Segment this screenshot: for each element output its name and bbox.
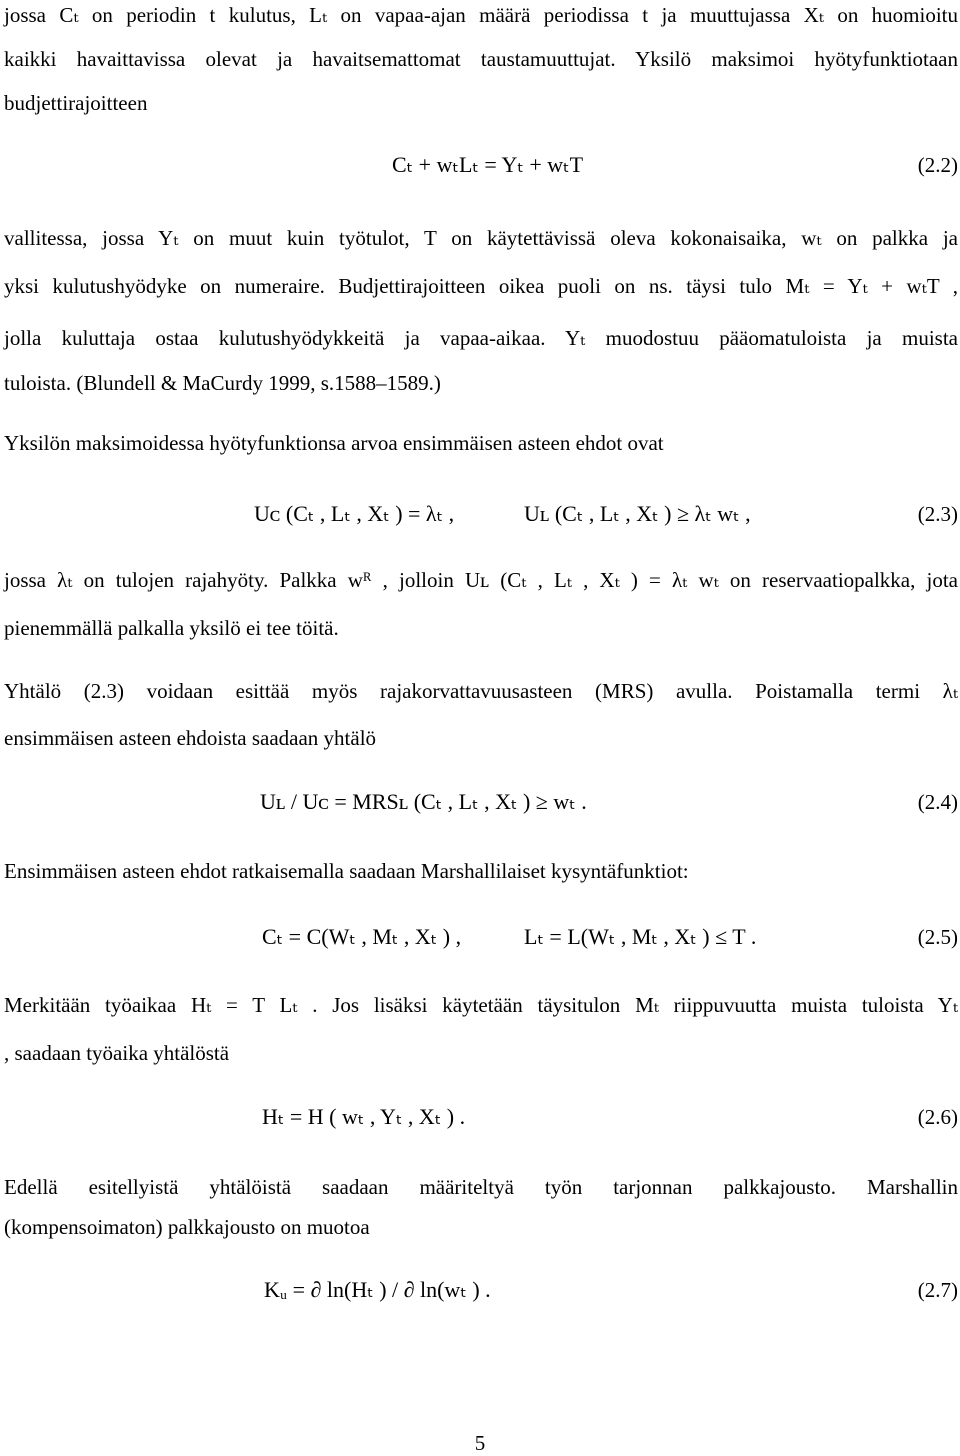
equation-2-7	[4, 1273, 958, 1307]
equation-2-2-number: (2.2)	[917, 153, 958, 177]
equation-2-7-expression: Kᵤ = ∂ ln(Hₜ ) / ∂ ln(wₜ ) .	[264, 1277, 491, 1302]
paragraph-1-line-1: jossa Cₜ on periodin t kulutus, Lₜ on vapaa-ajan määrä periodissa t ja muuttujassa Xₜ on huomioitu	[4, 3, 958, 27]
paragraph-6: Ensimmäisen asteen ehdot ratkaisemalla saadaan Marshallilaiset kysyntäfunktiot:	[4, 859, 689, 883]
paragraph-4-line-1: jossa λₜ on tulojen rajahyöty. Palkka wᴿ , jolloin Uʟ (Cₜ , Lₜ , Xₜ ) = λₜ wₜ on reservaatiopalkka, jota	[4, 568, 958, 592]
equation-2-3-left: Uᴄ (Cₜ , Lₜ , Xₜ ) = λₜ ,	[254, 501, 455, 526]
equation-2-5-right: Lₜ = L(Wₜ , Mₜ , Xₜ ) ≤ T .	[524, 924, 757, 949]
equation-2-2	[4, 148, 958, 182]
paragraph-1-line-3: budjettirajoitteen	[4, 91, 148, 115]
equation-2-4-expression: Uʟ / Uᴄ = MRSʟ (Cₜ , Lₜ , Xₜ ) ≥ wₜ .	[260, 789, 587, 814]
equation-2-3	[4, 497, 958, 531]
page-number: 5	[474, 1431, 486, 1455]
paragraph-8-line-2: (kompensoimaton) palkkajousto on muotoa	[4, 1215, 370, 1239]
paragraph-7-line-1: Merkitään työaikaa Hₜ = T Lₜ . Jos lisäksi käytetään täysitulon Mₜ riippuvuutta muista tuloista Yₜ	[4, 993, 958, 1017]
paragraph-4-line-2: pienemmällä palkalla yksilö ei tee töitä.	[4, 616, 339, 640]
equation-2-3-right: Uʟ (Cₜ , Lₜ , Xₜ ) ≥ λₜ wₜ ,	[524, 501, 751, 526]
paragraph-1-line-2: kaikki havaittavissa olevat ja havaitsemattomat taustamuuttujat. Yksilö maksimoi hyötyfunktiotaan	[4, 47, 958, 71]
paragraph-2-line-4: tuloista. (Blundell & MaCurdy 1999, s.1588–1589.)	[4, 371, 441, 395]
equation-2-4-number: (2.4)	[917, 790, 958, 814]
equation-2-4	[4, 785, 958, 819]
paragraph-5-line-1: Yhtälö (2.3) voidaan esittää myös rajakorvattavuusasteen (MRS) avulla. Poistamalla termi λₜ	[4, 679, 958, 703]
equation-2-2-expression: Cₜ + wₜLₜ = Yₜ + wₜT	[392, 152, 584, 177]
equation-2-7-number: (2.7)	[917, 1278, 958, 1302]
paragraph-2-line-2: yksi kulutushyödyke on numeraire. Budjettirajoitteen oikea puoli on ns. täysi tulo Mₜ = Yₜ + wₜT ,	[4, 274, 958, 298]
equation-2-5	[4, 920, 958, 954]
paragraph-8-line-1: Edellä esitellyistä yhtälöistä saadaan määriteltyä työn tarjonnan palkkajousto. Marshallin	[4, 1175, 958, 1199]
paragraph-7-line-2: , saadaan työaika yhtälöstä	[4, 1041, 230, 1065]
paragraph-3: Yksilön maksimoidessa hyötyfunktionsa arvoa ensimmäisen asteen ehdot ovat	[4, 431, 664, 455]
equation-2-5-number: (2.5)	[917, 925, 958, 949]
paragraph-2-line-3: jolla kuluttaja ostaa kulutushyödykkeitä ja vapaa-aikaa. Yₜ muodostuu pääomatuloista ja muista	[4, 326, 958, 350]
equation-2-6	[4, 1100, 958, 1134]
equation-2-3-number: (2.3)	[917, 502, 958, 526]
equation-2-6-number: (2.6)	[917, 1105, 958, 1129]
paragraph-2-line-1: vallitessa, jossa Yₜ on muut kuin työtulot, T on käytettävissä oleva kokonaisaika, wₜ on palkka ja	[4, 226, 958, 250]
equation-2-5-left: Cₜ = C(Wₜ , Mₜ , Xₜ ) ,	[262, 924, 462, 949]
equation-2-6-expression: Hₜ = H ( wₜ , Yₜ , Xₜ ) .	[262, 1104, 466, 1129]
paragraph-5-line-2: ensimmäisen asteen ehdoista saadaan yhtälö	[4, 726, 377, 750]
